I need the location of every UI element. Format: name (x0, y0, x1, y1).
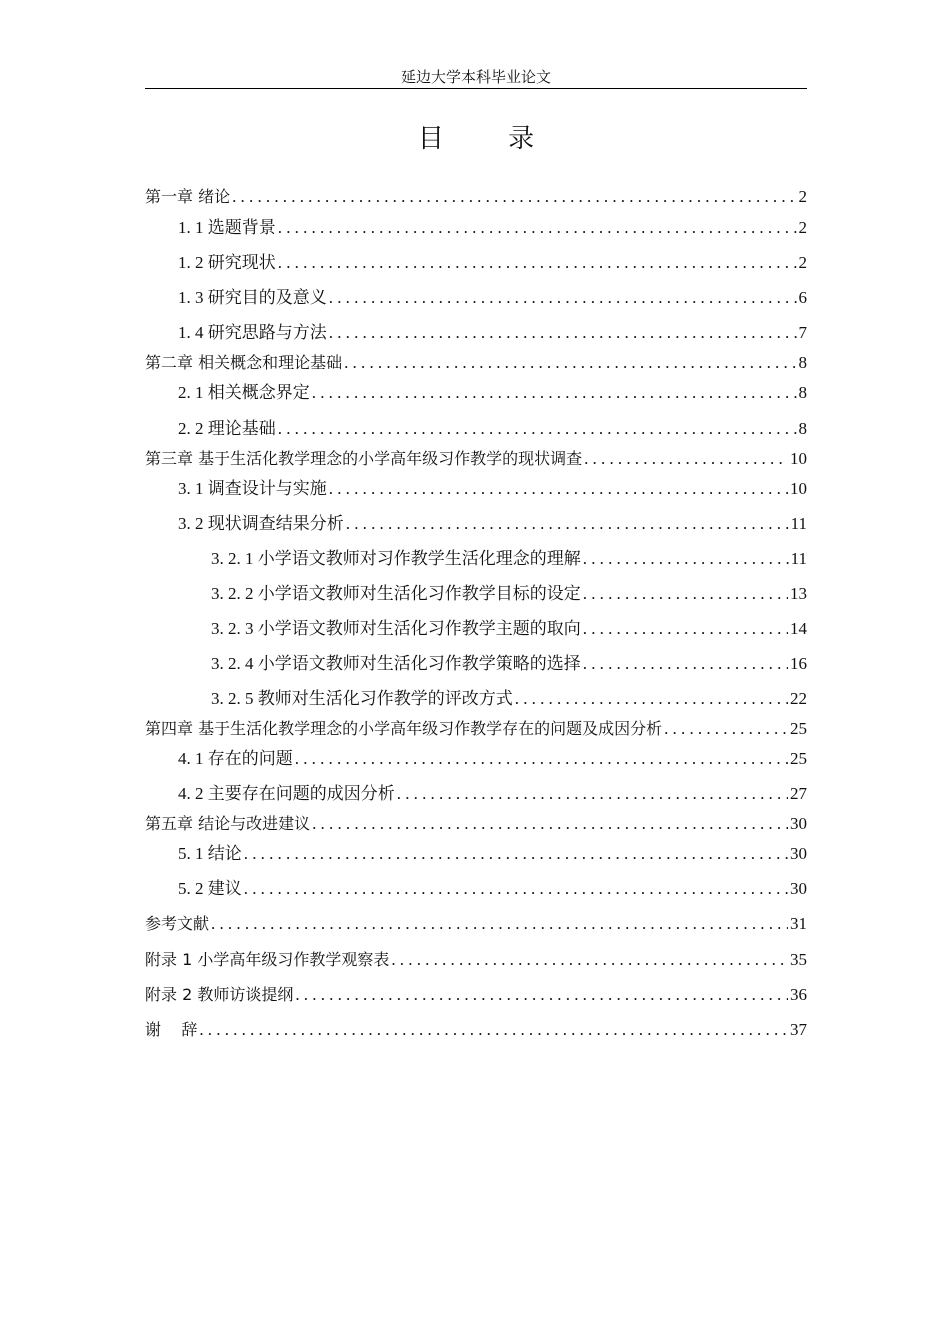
dot-leader (583, 651, 788, 677)
toc-entry-page: 11 (790, 514, 807, 533)
toc-entry-page: 22 (790, 689, 807, 708)
toc-entry-page: 11 (790, 549, 807, 568)
toc-entry-label: 3. 2. 2 小学语文教师对生活化习作教学目标的设定 (211, 584, 581, 603)
toc-entry-page: 2 (798, 253, 807, 272)
toc-entry-chapter-4[interactable] (145, 716, 807, 742)
dot-leader (199, 1017, 788, 1043)
toc-entry-page: 25 (790, 749, 807, 768)
toc-entry-appendix-1[interactable] (145, 947, 807, 973)
toc-entry-chapter-5[interactable] (145, 811, 807, 837)
toc-entry-subsection-3-2-1[interactable] (211, 546, 807, 572)
toc-entry-label: 3. 1 调查设计与实施 (178, 479, 327, 498)
toc-entry-label: 第一章 绪论 (145, 187, 231, 206)
toc-entry-label: 5. 1 结论 (178, 844, 242, 863)
dot-leader (583, 581, 788, 607)
toc-entry-label: 1. 1 选题背景 (178, 218, 276, 237)
toc-entry-subsection-3-2-4[interactable] (211, 651, 807, 677)
toc-entry-label: 3. 2 现状调查结果分析 (178, 514, 344, 533)
toc-entry-page: 25 (790, 719, 807, 738)
toc-entry-label: 2. 1 相关概念界定 (178, 383, 310, 402)
toc-entry-label: 第二章 相关概念和理论基础 (145, 353, 343, 372)
running-header: 延边大学本科毕业论文 (145, 68, 807, 89)
toc-entry-section-3-1[interactable] (178, 476, 807, 502)
dot-leader (278, 416, 797, 442)
toc-entry-page: 30 (790, 814, 807, 833)
toc-entry-section-5-2[interactable] (178, 876, 807, 902)
dot-leader (583, 546, 789, 572)
toc-entry-section-1-2[interactable] (178, 250, 807, 276)
toc-entry-subsection-3-2-3[interactable] (211, 616, 807, 642)
dot-leader (329, 476, 788, 502)
toc-entry-acknowledgements[interactable] (145, 1017, 807, 1043)
toc-entry-label: 1. 2 研究现状 (178, 253, 276, 272)
dot-leader (312, 380, 797, 406)
toc-entry-chapter-2[interactable] (145, 350, 807, 376)
toc-entry-page: 13 (790, 584, 807, 603)
toc-entry-label: 2. 2 理论基础 (178, 419, 276, 438)
toc-entry-label: 3. 2. 4 小学语文教师对生活化习作教学策略的选择 (211, 654, 581, 673)
toc-entry-page: 8 (798, 383, 807, 402)
dot-leader (344, 350, 796, 376)
toc-entry-label: 4. 1 存在的问题 (178, 749, 293, 768)
toc-entry-page: 16 (790, 654, 807, 673)
toc-entry-page: 2 (798, 218, 807, 237)
toc-entry-page: 2 (798, 187, 807, 206)
toc-entry-page: 10 (790, 479, 807, 498)
toc-entry-page: 10 (790, 449, 807, 468)
page-title: 目 录 (417, 124, 563, 154)
dot-leader (329, 320, 797, 346)
dot-leader (295, 982, 788, 1008)
toc-entry-chapter-3[interactable] (145, 446, 807, 472)
toc-entry-label: 3. 2. 5 教师对生活化习作教学的评改方式 (211, 689, 513, 708)
toc-entry-label: 5. 2 建议 (178, 879, 242, 898)
toc-entry-section-4-2[interactable] (178, 781, 807, 807)
dot-leader (397, 781, 788, 807)
toc-entry-label: 第四章 基于生活化教学理念的小学高年级习作教学存在的问题及成因分析 (145, 719, 663, 738)
toc-entry-label: 附录 2 教师访谈提纲 (145, 985, 294, 1004)
toc-entry-page: 37 (790, 1020, 807, 1039)
dot-leader (664, 716, 788, 742)
dot-leader (244, 876, 788, 902)
dot-leader (278, 215, 797, 241)
toc-entry-subsection-3-2-5[interactable] (211, 686, 807, 712)
toc-entry-chapter-1[interactable] (145, 184, 807, 210)
toc-entry-page: 7 (798, 323, 807, 342)
toc-entry-page: 8 (798, 419, 807, 438)
dot-leader (244, 841, 788, 867)
toc-entry-label: 第三章 基于生活化教学理念的小学高年级习作教学的现状调查 (145, 449, 583, 468)
dot-leader (391, 947, 788, 973)
toc-entry-label: 附录 1 小学高年级习作教学观察表 (145, 950, 390, 969)
toc-entry-section-1-4[interactable] (178, 320, 807, 346)
dot-leader (584, 446, 788, 472)
toc-entry-appendix-2[interactable] (145, 982, 807, 1008)
toc-entry-page: 6 (798, 288, 807, 307)
toc-entry-label: 参考文献 (145, 914, 210, 933)
dot-leader (232, 184, 796, 210)
toc-entry-page: 30 (790, 844, 807, 863)
toc-entry-label: 4. 2 主要存在问题的成因分析 (178, 784, 395, 803)
toc-entry-page: 35 (790, 950, 807, 969)
toc-entry-section-4-1[interactable] (178, 746, 807, 772)
toc-entry-section-2-2[interactable] (178, 416, 807, 442)
dot-leader (312, 811, 788, 837)
toc-entry-section-1-1[interactable] (178, 215, 807, 241)
dot-leader (211, 911, 788, 937)
toc-entry-references[interactable] (145, 911, 807, 937)
toc-entry-label: 3. 2. 3 小学语文教师对生活化习作教学主题的取向 (211, 619, 581, 638)
toc-entry-label: 第五章 结论与改进建议 (145, 814, 311, 833)
dot-leader (346, 511, 789, 537)
dot-leader (295, 746, 788, 772)
toc-entry-subsection-3-2-2[interactable] (211, 581, 807, 607)
toc-entry-page: 27 (790, 784, 807, 803)
toc-entry-page: 8 (798, 353, 807, 372)
dot-leader (515, 686, 788, 712)
toc-entry-page: 36 (790, 985, 807, 1004)
toc-entry-section-2-1[interactable] (178, 380, 807, 406)
toc-entry-section-5-1[interactable] (178, 841, 807, 867)
dot-leader (329, 285, 797, 311)
toc-entry-page: 30 (790, 879, 807, 898)
toc-entry-page: 14 (790, 619, 807, 638)
toc-entry-label: 3. 2. 1 小学语文教师对习作教学生活化理念的理解 (211, 549, 581, 568)
toc-entry-section-3-2[interactable] (178, 511, 807, 537)
toc-entry-label: 1. 4 研究思路与方法 (178, 323, 327, 342)
toc-entry-label: 1. 3 研究目的及意义 (178, 288, 327, 307)
toc-entry-section-1-3[interactable] (178, 285, 807, 311)
dot-leader (583, 616, 788, 642)
dot-leader (278, 250, 797, 276)
toc-entry-label: 谢 辞 (145, 1020, 198, 1039)
toc-entry-page: 31 (790, 914, 807, 933)
